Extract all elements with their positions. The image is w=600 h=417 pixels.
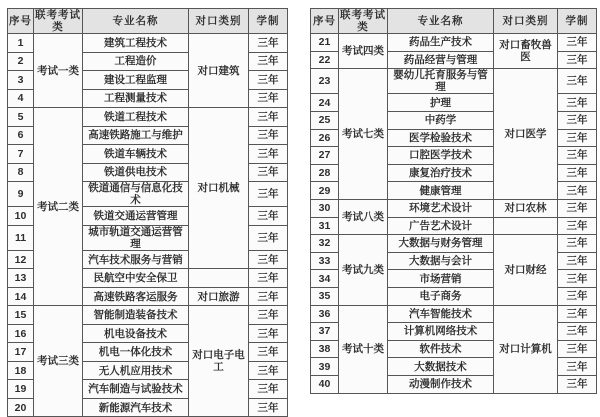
row-number-cell: 22	[311, 51, 339, 69]
duration-cell: 三年	[558, 147, 597, 165]
duration-cell: 三年	[558, 375, 597, 393]
major-name-cell: 建设工程监理	[83, 71, 189, 90]
duration-cell: 三年	[558, 164, 597, 182]
row-number-cell: 38	[311, 340, 339, 358]
major-name-cell: 民航空中安全保卫	[83, 269, 189, 288]
major-name-cell: 铁道工程技术	[83, 108, 189, 127]
counterpart-category-cell: 对口旅游	[189, 287, 249, 306]
row-number-cell: 31	[311, 217, 339, 235]
duration-cell: 三年	[558, 217, 597, 235]
duration-cell: 三年	[558, 340, 597, 358]
major-name-cell: 市场营销	[388, 270, 494, 288]
major-name-cell: 计算机网络技术	[388, 323, 494, 341]
major-name-cell: 电子商务	[388, 287, 494, 305]
duration-cell: 三年	[558, 69, 597, 94]
duration-cell: 三年	[558, 305, 597, 323]
major-name-cell: 工程测量技术	[83, 89, 189, 108]
duration-cell: 三年	[249, 225, 288, 250]
row-number-cell: 3	[8, 71, 34, 90]
major-name-cell: 康复治疗技术	[388, 164, 494, 182]
row-number-cell: 18	[8, 361, 34, 380]
exam-category-cell: 考试四类	[339, 34, 388, 69]
major-name-cell: 中药学	[388, 112, 494, 130]
exam-category-cell: 考试一类	[34, 34, 83, 108]
row-number-cell: 40	[311, 375, 339, 393]
duration-cell: 三年	[558, 323, 597, 341]
major-name-cell: 药品生产技术	[388, 34, 494, 52]
duration-cell: 三年	[249, 145, 288, 164]
duration-cell: 三年	[249, 126, 288, 145]
column-header: 学制	[249, 9, 288, 34]
duration-cell: 三年	[249, 108, 288, 127]
major-name-cell: 护理	[388, 94, 494, 112]
duration-cell: 三年	[558, 112, 597, 130]
major-name-cell: 环境艺术设计	[388, 200, 494, 218]
major-name-cell: 口腔医学技术	[388, 147, 494, 165]
duration-cell: 三年	[249, 52, 288, 71]
exam-category-cell: 考试七类	[339, 69, 388, 200]
exam-category-cell: 考试十类	[339, 305, 388, 393]
duration-cell: 三年	[558, 51, 597, 69]
table-row	[8, 306, 288, 325]
exam-category-cell: 考试二类	[34, 108, 83, 306]
table-row	[311, 200, 597, 218]
major-name-cell: 铁道通信与信息化技术	[83, 182, 189, 207]
counterpart-category-cell	[189, 269, 249, 288]
row-number-cell: 27	[311, 147, 339, 165]
exam-category-cell: 考试九类	[339, 235, 388, 305]
major-name-cell: 铁道供电技术	[83, 163, 189, 182]
row-number-cell: 8	[8, 163, 34, 182]
major-name-cell: 智能制造装备技术	[83, 306, 189, 325]
counterpart-category-cell	[494, 217, 558, 235]
column-header: 对口类别	[189, 9, 249, 34]
column-header: 学制	[558, 9, 597, 34]
major-name-cell: 铁道车辆技术	[83, 145, 189, 164]
duration-cell: 三年	[558, 252, 597, 270]
major-name-cell: 机电设备技术	[83, 324, 189, 343]
enrollment-table-left	[7, 8, 288, 417]
counterpart-category-cell: 对口机械	[189, 108, 249, 269]
row-number-cell: 17	[8, 343, 34, 362]
major-name-cell: 汽车技术服务与营销	[83, 250, 189, 269]
duration-cell: 三年	[558, 270, 597, 288]
major-name-cell: 广告艺术设计	[388, 217, 494, 235]
header-row	[311, 9, 597, 34]
row-number-cell: 12	[8, 250, 34, 269]
duration-cell: 三年	[249, 89, 288, 108]
row-number-cell: 15	[8, 306, 34, 325]
row-number-cell: 13	[8, 269, 34, 288]
major-name-cell: 大数据与会计	[388, 252, 494, 270]
duration-cell: 三年	[558, 182, 597, 200]
major-name-cell: 机电一体化技术	[83, 343, 189, 362]
row-number-cell: 36	[311, 305, 339, 323]
table-row	[311, 235, 597, 253]
duration-cell: 三年	[249, 287, 288, 306]
major-name-cell: 汽车智能技术	[388, 305, 494, 323]
duration-cell: 三年	[249, 361, 288, 380]
major-name-cell: 软件技术	[388, 340, 494, 358]
duration-cell: 三年	[558, 358, 597, 376]
row-number-cell: 29	[311, 182, 339, 200]
duration-cell: 三年	[558, 200, 597, 218]
major-name-cell: 动漫制作技术	[388, 375, 494, 393]
table-row	[311, 305, 597, 323]
major-name-cell: 药品经营与管理	[388, 51, 494, 69]
exam-category-cell: 考试八类	[339, 200, 388, 235]
duration-cell: 三年	[249, 324, 288, 343]
duration-cell: 三年	[558, 34, 597, 52]
major-name-cell: 大数据与财务管理	[388, 235, 494, 253]
counterpart-category-cell: 对口财经	[494, 235, 558, 305]
duration-cell: 三年	[249, 182, 288, 207]
row-number-cell: 11	[8, 225, 34, 250]
row-number-cell: 39	[311, 358, 339, 376]
row-number-cell: 5	[8, 108, 34, 127]
duration-cell: 三年	[249, 380, 288, 399]
column-header: 序号	[8, 9, 34, 34]
duration-cell: 三年	[249, 250, 288, 269]
column-header: 序号	[311, 9, 339, 34]
exam-category-cell: 考试三类	[34, 306, 83, 417]
row-number-cell: 19	[8, 380, 34, 399]
column-header: 联考考试类	[35, 9, 81, 34]
column-header: 专业名称	[388, 9, 494, 34]
row-number-cell: 2	[8, 52, 34, 71]
row-number-cell: 21	[311, 34, 339, 52]
duration-cell: 三年	[558, 287, 597, 305]
row-number-cell: 16	[8, 324, 34, 343]
duration-cell: 三年	[558, 129, 597, 147]
major-name-cell: 高速铁路客运服务	[83, 287, 189, 306]
duration-cell: 三年	[249, 207, 288, 226]
major-name-cell: 工程造价	[83, 52, 189, 71]
row-number-cell: 34	[311, 270, 339, 288]
major-name-cell: 医学检验技术	[388, 129, 494, 147]
major-name-cell: 高速铁路施工与维护	[83, 126, 189, 145]
major-name-cell: 健康管理	[388, 182, 494, 200]
row-number-cell: 30	[311, 200, 339, 218]
major-name-cell: 无人机应用技术	[83, 361, 189, 380]
row-number-cell: 25	[311, 112, 339, 130]
counterpart-category-cell: 对口建筑	[189, 34, 249, 108]
duration-cell: 三年	[558, 235, 597, 253]
duration-cell: 三年	[558, 94, 597, 112]
row-number-cell: 33	[311, 252, 339, 270]
table-row	[311, 34, 597, 52]
duration-cell: 三年	[249, 71, 288, 90]
row-number-cell: 9	[8, 182, 34, 207]
column-header: 专业名称	[83, 9, 189, 34]
row-number-cell: 28	[311, 164, 339, 182]
row-number-cell: 6	[8, 126, 34, 145]
row-number-cell: 37	[311, 323, 339, 341]
major-name-cell: 大数据技术	[388, 358, 494, 376]
duration-cell: 三年	[249, 306, 288, 325]
row-number-cell: 26	[311, 129, 339, 147]
duration-cell: 三年	[249, 34, 288, 53]
row-number-cell: 23	[311, 69, 339, 94]
major-name-cell: 汽车制造与试验技术	[83, 380, 189, 399]
header-row	[8, 9, 288, 34]
counterpart-category-cell: 对口农林	[494, 200, 558, 218]
table-row	[8, 108, 288, 127]
counterpart-category-cell: 对口畜牧兽医	[494, 34, 558, 69]
counterpart-category-cell: 对口电子电工	[189, 306, 249, 417]
major-name-cell: 婴幼儿托育服务与管理	[388, 69, 494, 94]
major-name-cell: 建筑工程技术	[83, 34, 189, 53]
row-number-cell: 35	[311, 287, 339, 305]
column-header: 联考考试类	[340, 9, 386, 34]
row-number-cell: 4	[8, 89, 34, 108]
table-row	[311, 69, 597, 94]
row-number-cell: 14	[8, 287, 34, 306]
duration-cell: 三年	[249, 269, 288, 288]
major-name-cell: 新能源汽车技术	[83, 398, 189, 417]
enrollment-table-right	[310, 8, 597, 394]
counterpart-category-cell: 对口计算机	[494, 305, 558, 393]
row-number-cell: 10	[8, 207, 34, 226]
major-name-cell: 城市轨道交通运营管理	[83, 225, 189, 250]
row-number-cell: 32	[311, 235, 339, 253]
row-number-cell: 20	[8, 398, 34, 417]
duration-cell: 三年	[249, 398, 288, 417]
duration-cell: 三年	[249, 163, 288, 182]
row-number-cell: 1	[8, 34, 34, 53]
counterpart-category-cell: 对口医学	[494, 69, 558, 200]
row-number-cell: 24	[311, 94, 339, 112]
row-number-cell: 7	[8, 145, 34, 164]
column-header: 对口类别	[494, 9, 558, 34]
duration-cell: 三年	[249, 343, 288, 362]
table-row	[8, 34, 288, 53]
major-name-cell: 铁道交通运营管理	[83, 207, 189, 226]
